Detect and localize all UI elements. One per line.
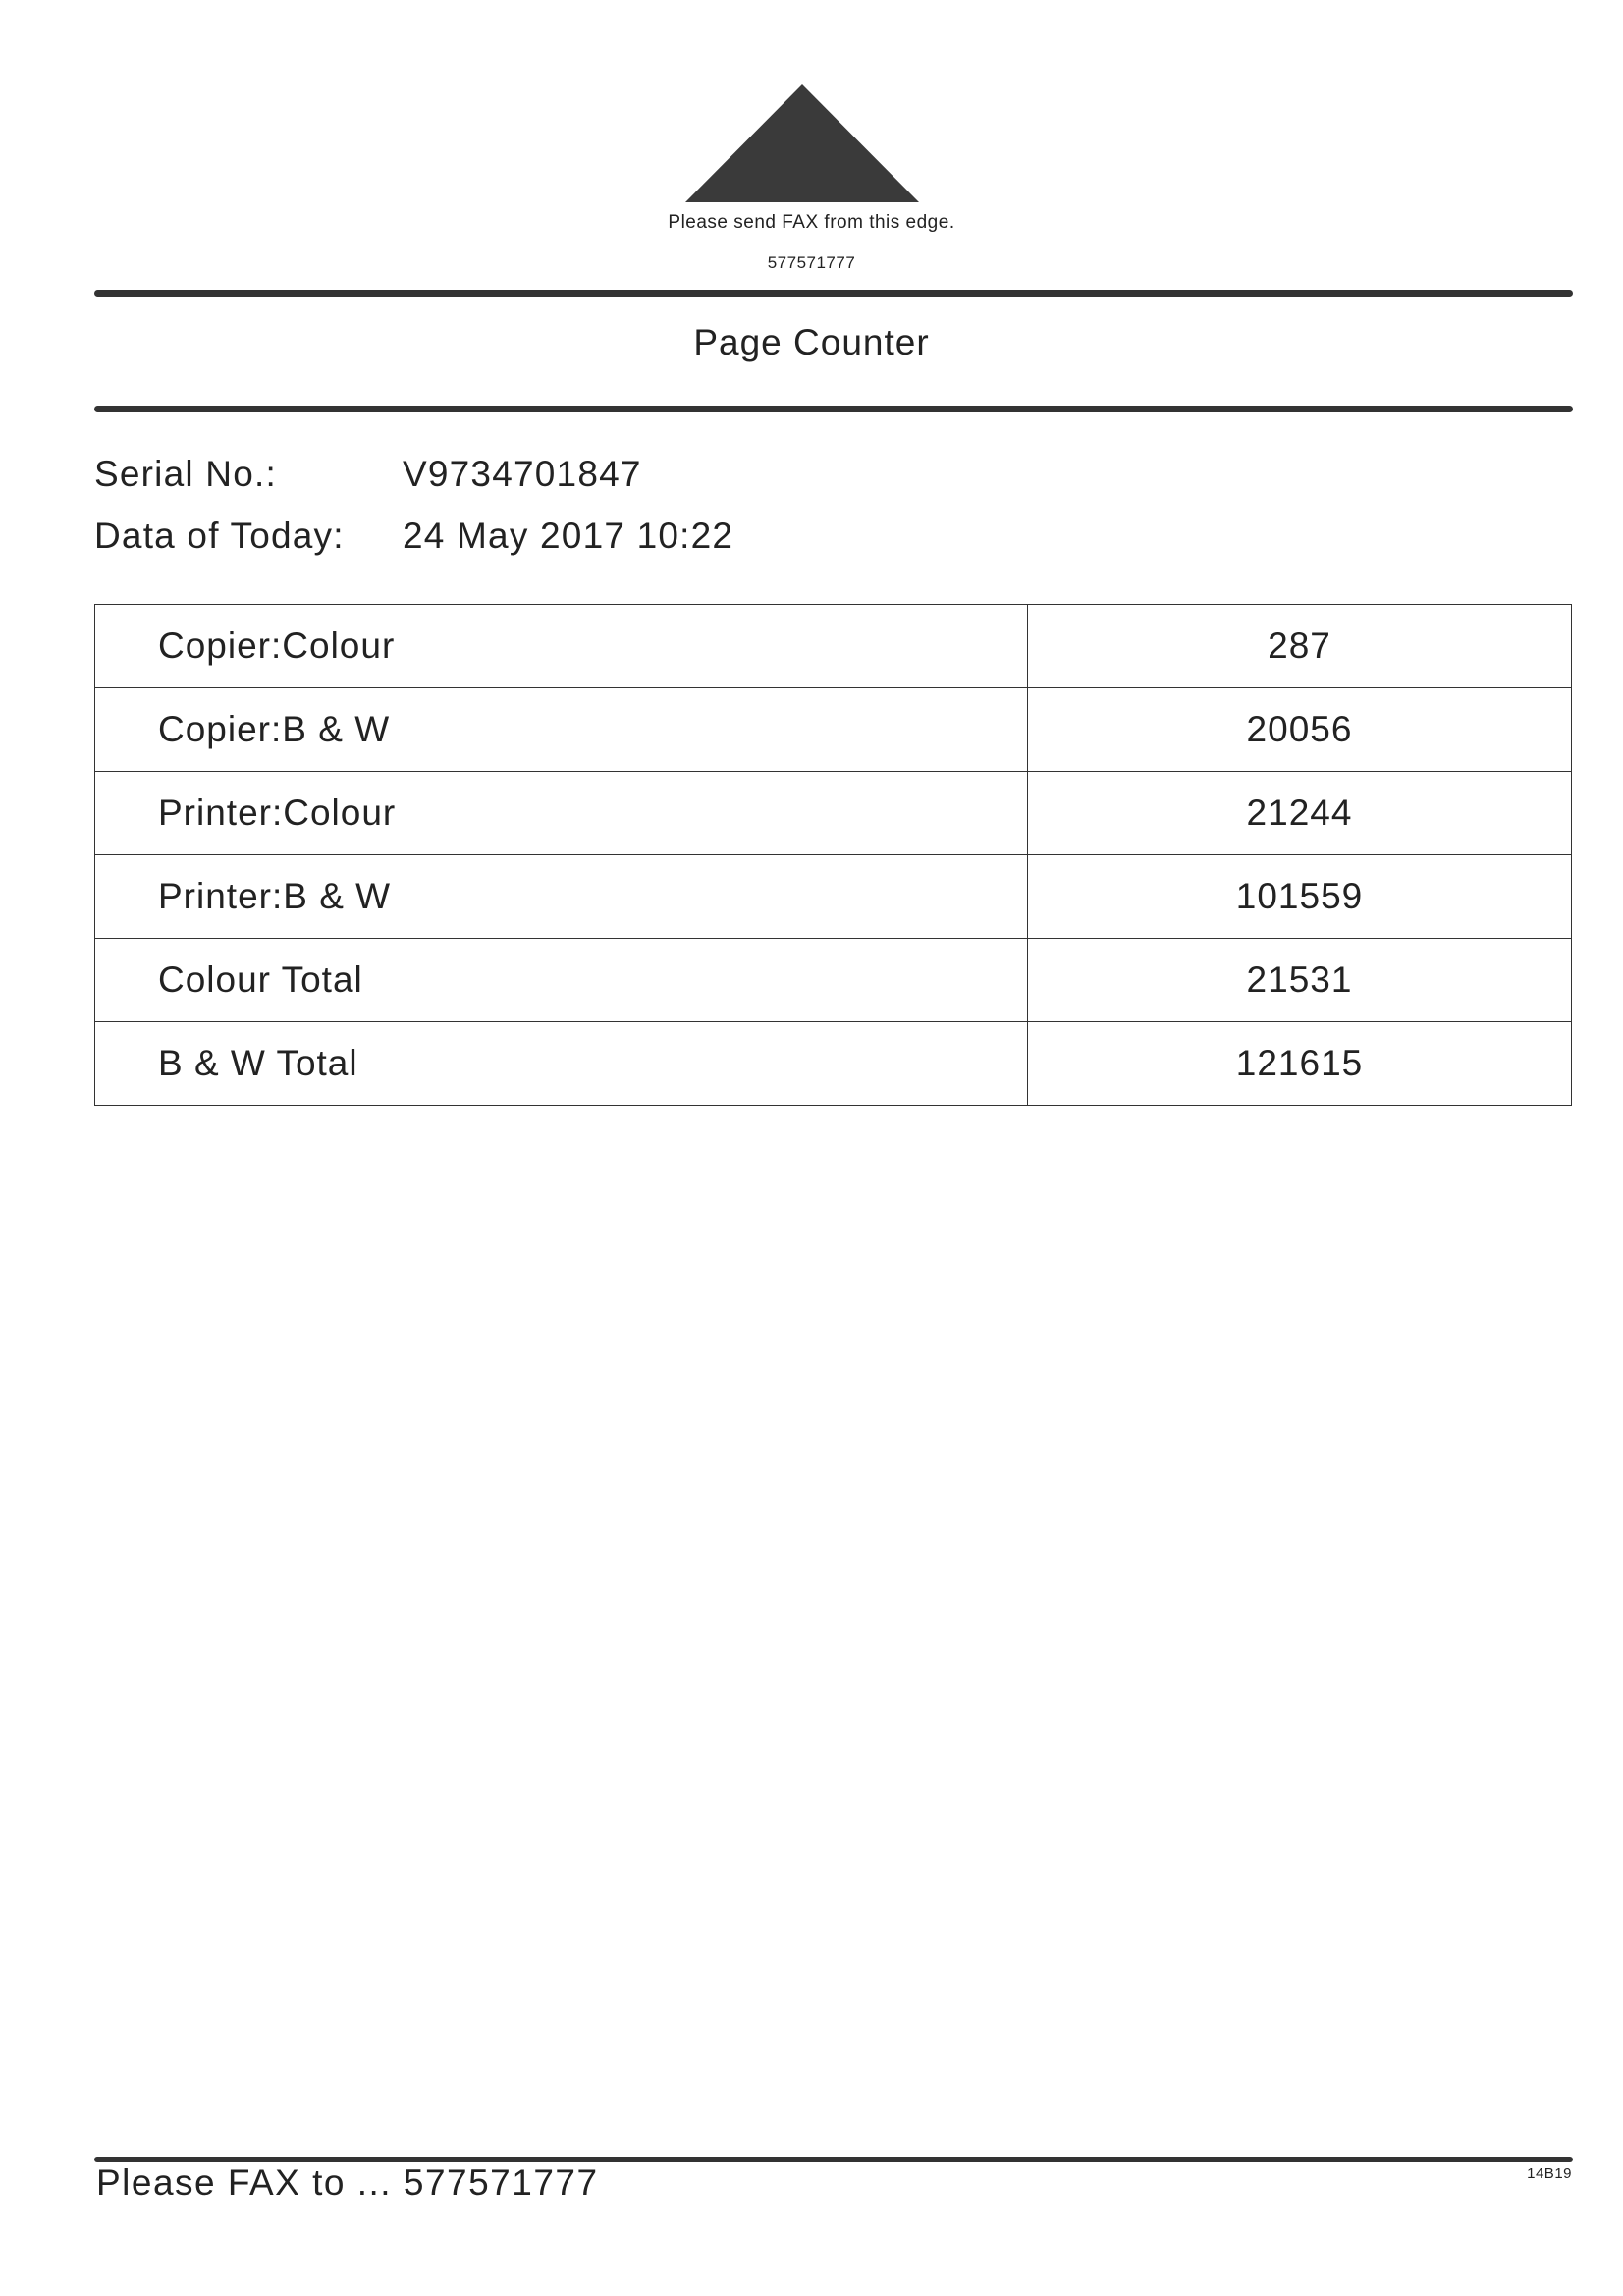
footer-fax-instruction: Please FAX to ... 577571777: [96, 2162, 599, 2203]
date-label: Data of Today:: [94, 516, 345, 556]
counter-value: 287: [1028, 605, 1572, 688]
form-code: 14B19: [1527, 2165, 1572, 2182]
counter-value: 21244: [1028, 772, 1572, 855]
page-title: Page Counter: [693, 322, 930, 362]
counter-label: Printer:B & W: [95, 855, 1028, 939]
fax-edge-triangle-icon: [685, 84, 919, 202]
fax-number-top: 577571777: [767, 253, 856, 272]
table-row: [95, 1022, 1572, 1106]
counter-value: 101559: [1028, 855, 1572, 939]
top-divider: [94, 290, 1573, 297]
title-divider: [94, 406, 1573, 412]
table-row: [95, 855, 1572, 939]
table-row: [95, 772, 1572, 855]
table-row: [95, 939, 1572, 1022]
counter-label: B & W Total: [95, 1022, 1028, 1106]
table-row: [95, 605, 1572, 688]
counter-value: 20056: [1028, 688, 1572, 772]
table-row: [95, 688, 1572, 772]
counter-label: Colour Total: [95, 939, 1028, 1022]
counter-value: 21531: [1028, 939, 1572, 1022]
serial-value: V9734701847: [403, 454, 642, 494]
counter-value: 121615: [1028, 1022, 1572, 1106]
counter-label: Copier:Colour: [95, 605, 1028, 688]
counter-label: Printer:Colour: [95, 772, 1028, 855]
page-counter-table: [94, 604, 1572, 1106]
serial-label: Serial No.:: [94, 454, 277, 494]
counter-label: Copier:B & W: [95, 688, 1028, 772]
date-value: 24 May 2017 10:22: [403, 516, 734, 556]
fax-edge-note: Please send FAX from this edge.: [668, 212, 955, 233]
